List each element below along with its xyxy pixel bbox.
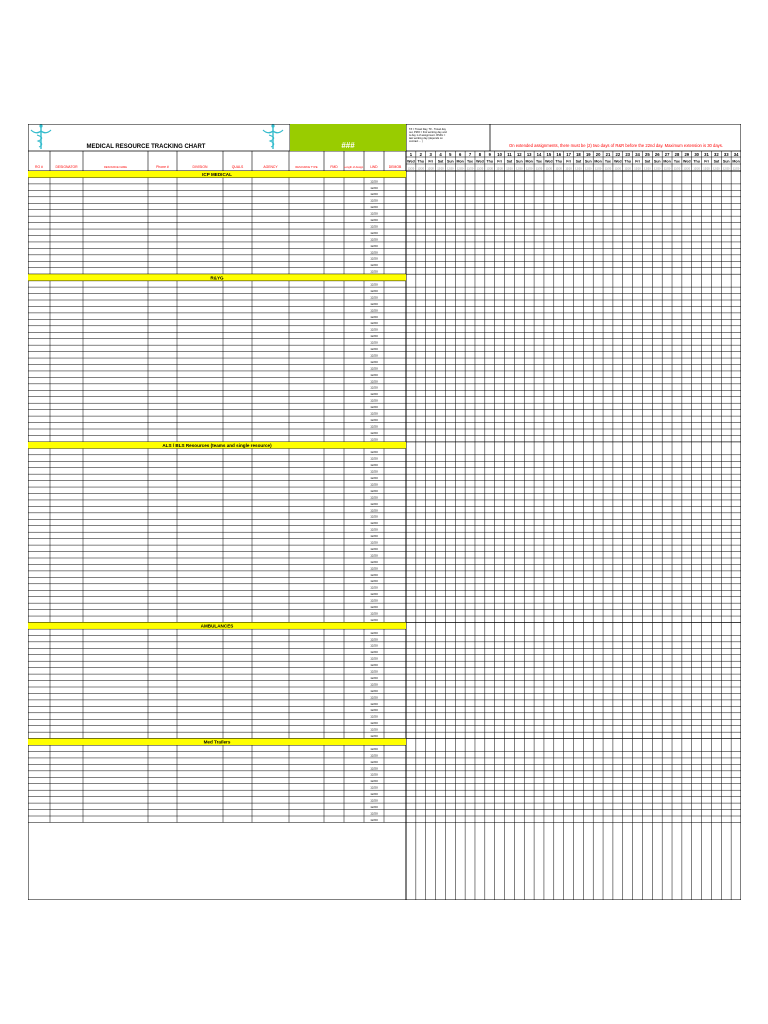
day-date: 12/20 [427,167,434,171]
day-name: Tue [673,159,681,164]
lwd-date: 12/20 [370,579,378,584]
column-header: AGENCY [263,165,278,169]
day-date: 12/20 [683,167,691,171]
day-date: 12/20 [535,167,543,171]
day-name: Sun [653,159,661,164]
lwd-date: 12/20 [370,263,378,268]
lwd-date: 12/20 [370,714,378,719]
day-date: 12/20 [447,167,454,171]
day-number: 3 [429,152,432,157]
day-date: 12/20 [476,167,484,171]
lwd-date: 12/20 [370,617,378,622]
lwd-date: 12/20 [370,521,378,526]
day-number: 4 [439,152,442,157]
day-name: Tue [535,159,543,164]
day-date: 12/20 [634,167,641,171]
day-date: 12/20 [516,167,523,171]
lwd-date: 12/20 [370,417,378,422]
day-number: 19 [585,152,591,157]
lwd-date: 12/20 [370,450,378,455]
lwd-date: 12/20 [370,288,378,293]
lwd-date: 12/20 [370,566,378,571]
lwd-date: 12/20 [370,637,378,642]
lwd-date: 12/20 [370,314,378,319]
day-name: Sun [515,159,523,164]
day-name: Wed [545,159,553,164]
day-date: 12/20 [614,167,622,171]
column-header: LWD [370,165,378,169]
day-number: 22 [615,152,621,157]
day-date: 12/20 [663,167,671,171]
header-note-line: T# = Travel Day, T# - Travel day [409,128,446,131]
lwd-date: 12/20 [370,424,378,429]
day-date: 12/20 [713,167,720,171]
day-name: Fri [566,159,571,164]
lwd-date: 12/20 [370,508,378,513]
day-date: 12/20 [693,167,700,171]
day-name: Mon [525,159,533,164]
day-number: 10 [497,152,502,157]
section-title: R&YG [210,275,224,281]
notice-text: On extended assignments, there must be (2) two days of R&R before the 22nd day. Maximum extension is 30 days. [508,143,724,148]
caduceus-top [39,124,42,127]
day-date: 12/20 [437,167,444,171]
lwd-date: 12/20 [370,301,378,306]
day-number: 13 [526,152,532,157]
lwd-date: 12/20 [370,734,378,738]
day-name: Sun [722,159,730,164]
lwd-date: 12/20 [370,553,378,558]
tracking-sheet [28,124,741,900]
day-number: 15 [546,152,552,157]
day-name: Fri [704,159,709,164]
lwd-date: 12/20 [370,179,378,184]
lwd-date: 12/20 [370,611,378,616]
column-header: Phone # [156,165,169,169]
caduceus-icon [263,124,283,149]
day-date: 12/20 [525,167,533,171]
day-date: 12/20 [456,167,464,171]
day-number: 23 [625,152,631,157]
day-number: 27 [664,152,670,157]
lwd-date: 12/20 [370,411,378,416]
header-note-line: is day 1 of assignment. RSDx = [409,134,446,137]
lwd-date: 12/20 [370,798,378,803]
day-number: 26 [654,152,660,157]
lwd-date: 12/20 [370,327,378,332]
day-name: Thu [624,159,631,164]
lwd-date: 12/20 [370,282,378,287]
header-note-line: last working day (depends on [409,137,443,140]
day-number: 5 [449,152,452,157]
lwd-date: 12/20 [370,488,378,493]
day-name: Thu [693,159,700,164]
lwd-date: 12/20 [370,230,378,235]
header-note-line: contract ... ) [409,140,423,143]
section-title: Med Trailers [203,739,231,745]
section-title: ALS / BLS Resources (teams and single resource) [162,442,272,448]
lwd-date: 12/20 [370,243,378,248]
day-number: 30 [694,152,699,157]
day-date: 12/20 [565,167,572,171]
day-number: 20 [595,152,601,157]
lwd-date: 12/20 [370,269,378,274]
day-name: Tue [604,159,612,164]
lwd-date: 12/20 [370,295,378,300]
lwd-date: 12/20 [370,804,378,809]
lwd-date: 12/20 [370,385,378,390]
lwd-date: 12/20 [370,546,378,551]
day-date: 12/20 [722,167,730,171]
day-date: 12/20 [673,167,681,171]
day-name: Thu [486,159,494,164]
day-name: Fri [497,159,502,164]
lwd-date: 12/20 [370,643,378,648]
day-date: 12/20 [575,167,582,171]
lwd-date: 12/20 [370,250,378,255]
lwd-date: 12/20 [370,495,378,500]
day-name: Wed [476,159,484,164]
lwd-date: 12/20 [370,663,378,668]
day-number: 2 [419,152,422,157]
day-name: Wed [683,159,691,164]
lwd-date: 12/20 [370,347,378,351]
lwd-date: 12/20 [370,366,378,371]
lwd-date: 12/20 [370,405,378,410]
header-note [409,127,447,143]
day-name: Mon [594,159,602,164]
column-header: FMD [330,165,338,169]
lwd-date: 12/20 [370,688,378,693]
lwd-date: 12/20 [370,669,378,674]
day-name: Fri [635,159,640,164]
day-date: 12/20 [466,167,474,171]
day-date: 12/20 [594,167,602,171]
day-number: 12 [516,152,522,157]
day-date: 12/20 [506,167,513,171]
day-name: Mon [456,159,464,164]
day-number: 32 [714,152,719,157]
day-name: Sat [575,159,582,164]
lwd-date: 12/20 [370,695,378,700]
lwd-date: 12/20 [370,746,378,751]
day-date: 12/20 [654,167,661,171]
lwd-date: 12/20 [370,650,378,655]
section-title: ICP MEDICAL [202,172,232,178]
day-number: 7 [468,152,472,157]
day-date: 12/20 [732,167,740,171]
day-number: 8 [478,152,482,157]
page-title: MEDICAL RESOURCE TRACKING CHART [86,144,206,150]
day-number: 25 [645,152,650,157]
lwd-date: 12/20 [370,656,378,661]
day-date: 12/20 [703,167,710,171]
lwd-date: 12/20 [370,437,378,442]
day-date: 12/20 [604,167,612,171]
lwd-date: 12/20 [370,592,378,597]
green-box-value: ### [341,141,355,150]
lwd-date: 12/20 [370,501,378,506]
lwd-date: 12/20 [370,759,378,764]
day-number: 24 [635,152,640,157]
day-name: Mon [663,159,671,164]
column-header: QUALS [231,165,244,169]
day-name: Sat [506,159,513,164]
lwd-date: 12/20 [370,218,378,222]
day-name: Wed [407,159,415,164]
day-number: 1 [409,152,413,157]
day-number: 6 [459,152,462,157]
lwd-date: 12/20 [370,527,378,532]
lwd-date: 12/20 [370,785,378,790]
lwd-date: 12/20 [370,630,378,635]
day-date: 12/20 [644,167,651,171]
header-note-line: out, PMO = first working day and [409,131,447,134]
day-name: Thu [417,159,425,164]
day-number: 17 [566,152,571,157]
lwd-date: 12/20 [370,456,378,461]
column-header: DESIGNATOR [55,165,78,169]
day-number: 16 [556,152,562,157]
tracking-grid [28,124,741,900]
lwd-date: 12/20 [370,721,378,726]
lwd-date: 12/20 [370,817,378,822]
day-name: Fri [428,159,433,164]
lwd-date: 12/20 [370,353,378,358]
day-number: 31 [704,152,709,157]
day-name: Sat [644,159,651,164]
column-header: DEMOB [388,165,402,169]
lwd-date: 12/20 [370,766,378,771]
lwd-date: 12/20 [370,321,378,326]
lwd-date: 12/20 [370,540,378,545]
day-name: Sun [584,159,592,164]
lwd-date: 12/20 [370,379,378,384]
lwd-date: 12/20 [370,727,378,732]
caduceus-top [271,124,274,127]
lwd-date: 12/20 [370,708,378,713]
day-date: 12/20 [585,167,592,171]
lwd-date: 12/20 [370,514,378,519]
lwd-date: 12/20 [370,256,378,261]
day-date: 12/20 [496,167,503,171]
day-number: 29 [684,152,690,157]
day-date: 12/20 [407,167,415,171]
section-title: AMBULANCES [200,623,234,629]
day-name: Sat [437,159,444,164]
lwd-date: 12/20 [370,585,378,590]
lwd-date: 12/20 [370,237,378,242]
column-header: RESOURCE NAME [104,166,127,169]
day-date: 12/20 [555,167,562,171]
lwd-date: 12/20 [370,598,378,603]
lwd-date: 12/20 [370,211,378,216]
lwd-date: 12/20 [370,779,378,784]
lwd-date: 12/20 [370,675,378,680]
lwd-date: 12/20 [370,682,378,687]
lwd-date: 12/20 [370,398,378,403]
day-name: Sat [713,159,720,164]
lwd-date: 12/20 [370,372,378,377]
day-number: 14 [536,152,542,157]
day-name: Wed [614,159,622,164]
day-number: 18 [576,152,581,157]
lwd-date: 12/20 [370,192,378,197]
lwd-date: 12/20 [370,476,378,480]
day-name: Mon [732,159,740,164]
lwd-date: 12/20 [370,753,378,758]
lwd-date: 12/20 [370,701,378,706]
lwd-date: 12/20 [370,340,378,345]
day-number: 28 [674,152,680,157]
lwd-date: 12/20 [370,534,378,539]
lwd-date: 12/20 [370,482,378,487]
lwd-date: 12/20 [370,572,378,577]
day-number: 21 [605,152,611,157]
column-header: RO # [35,165,43,169]
column-header: RESOURCE TYPE [295,166,318,169]
lwd-date: 12/20 [370,359,378,364]
lwd-date: 12/20 [370,605,378,609]
lwd-date: 12/20 [370,559,378,564]
lwd-date: 12/20 [370,792,378,797]
lwd-date: 12/20 [370,308,378,313]
column-header: Length of Assign. [344,166,364,169]
lwd-date: 12/20 [370,392,378,397]
day-date: 12/20 [624,167,631,171]
day-number: 9 [488,152,491,157]
lwd-date: 12/20 [370,205,378,210]
column-header: DIVISION [192,165,208,169]
lwd-date: 12/20 [370,463,378,468]
day-number: 33 [723,152,729,157]
lwd-date: 12/20 [370,224,378,229]
lwd-date: 12/20 [370,334,378,339]
lwd-date: 12/20 [370,198,378,203]
day-name: Sun [446,159,454,164]
day-date: 12/20 [545,167,553,171]
day-date: 12/20 [417,167,425,171]
lwd-date: 12/20 [370,772,378,777]
day-number: 34 [733,152,739,157]
lwd-date: 12/20 [370,185,378,190]
day-name: Thu [555,159,563,164]
day-number: 11 [507,152,512,157]
day-date: 12/20 [486,167,493,171]
day-name: Tue [466,159,474,164]
lwd-date: 12/20 [370,811,378,816]
lwd-date: 12/20 [370,430,378,435]
lwd-date: 12/20 [370,469,378,474]
caduceus-icon [31,124,51,149]
